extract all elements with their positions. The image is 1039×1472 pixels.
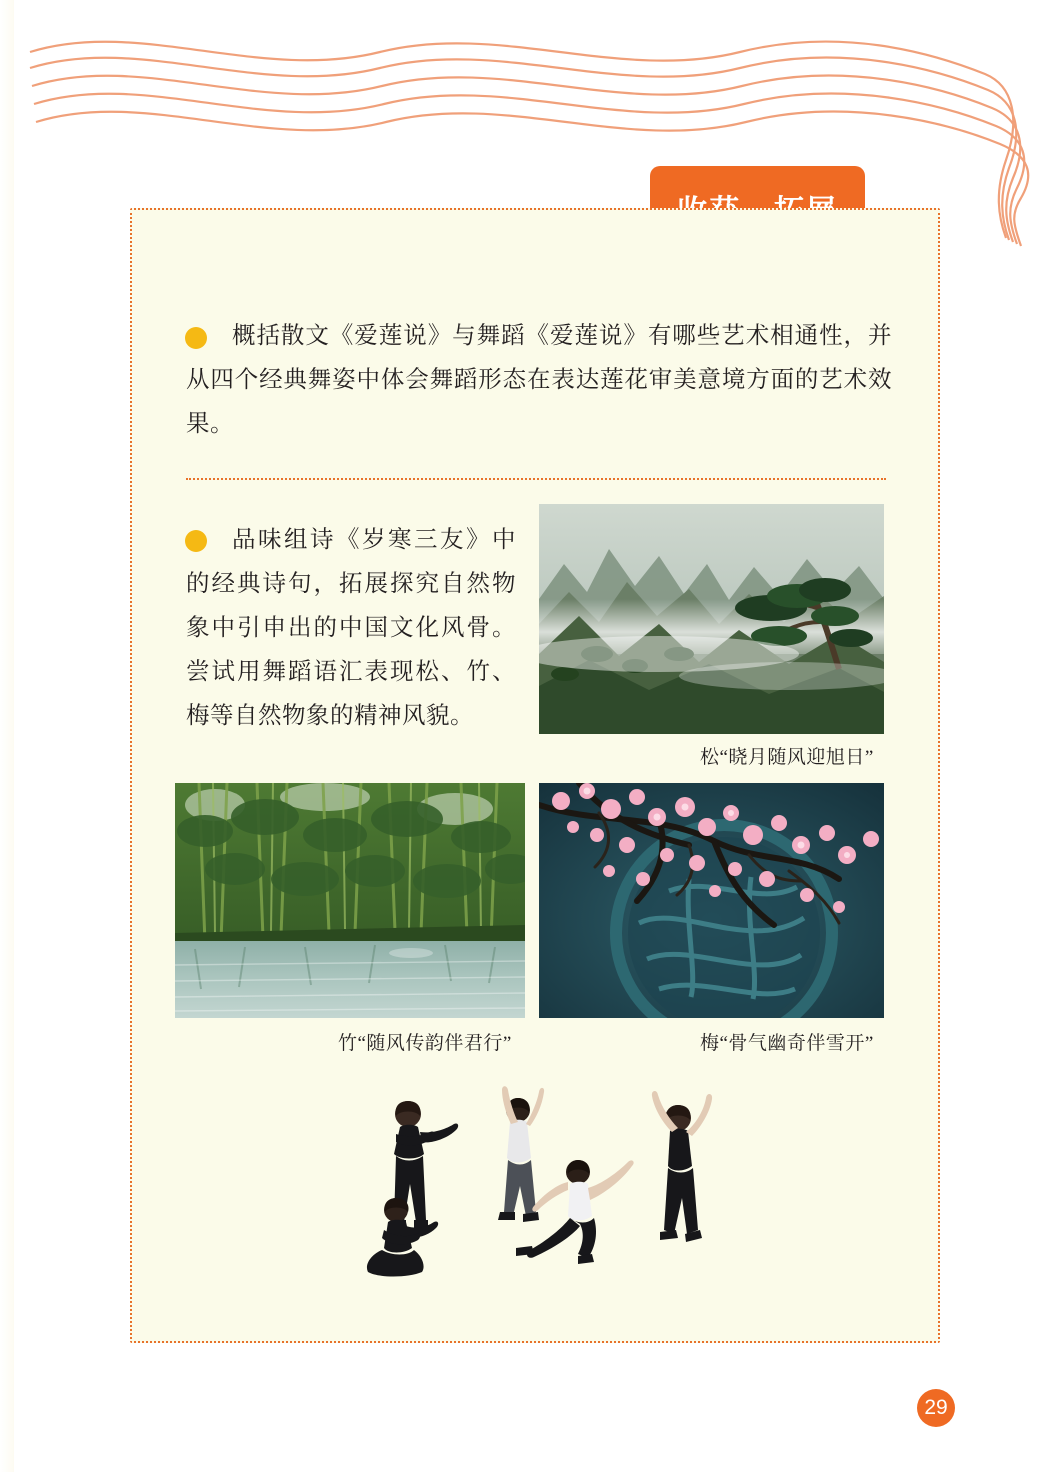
figure-bamboo-image — [175, 783, 525, 1018]
figure-bamboo-caption: 竹“随风传韵伴君行” — [338, 1033, 512, 1054]
page-edge-strip — [0, 0, 14, 1472]
page-number-badge: 29 — [917, 1389, 955, 1427]
task-item-2-text: 品味组诗《岁寒三友》中的经典诗句，拓展探究自然物象中引申出的中国文化风骨。尝试用舞蹈语汇表现松、竹、梅等自然物象的精神风貌。 — [186, 527, 516, 729]
figure-plum-image — [539, 783, 884, 1018]
figure-pine-caption: 松“晓月随风迎旭日” — [700, 747, 874, 768]
section-divider — [186, 478, 886, 480]
task-item-1-text: 概括散文《爱莲说》与舞蹈《爱莲说》有哪些艺术相通性，并从四个经典舞姿中体会舞蹈形态在表达莲花审美意境方面的艺术效果。 — [186, 323, 892, 437]
figure-dancers-image — [330, 1080, 750, 1325]
figure-pine-image — [539, 504, 884, 734]
figure-plum-caption: 梅“骨气幽奇伴雪开” — [700, 1033, 874, 1054]
